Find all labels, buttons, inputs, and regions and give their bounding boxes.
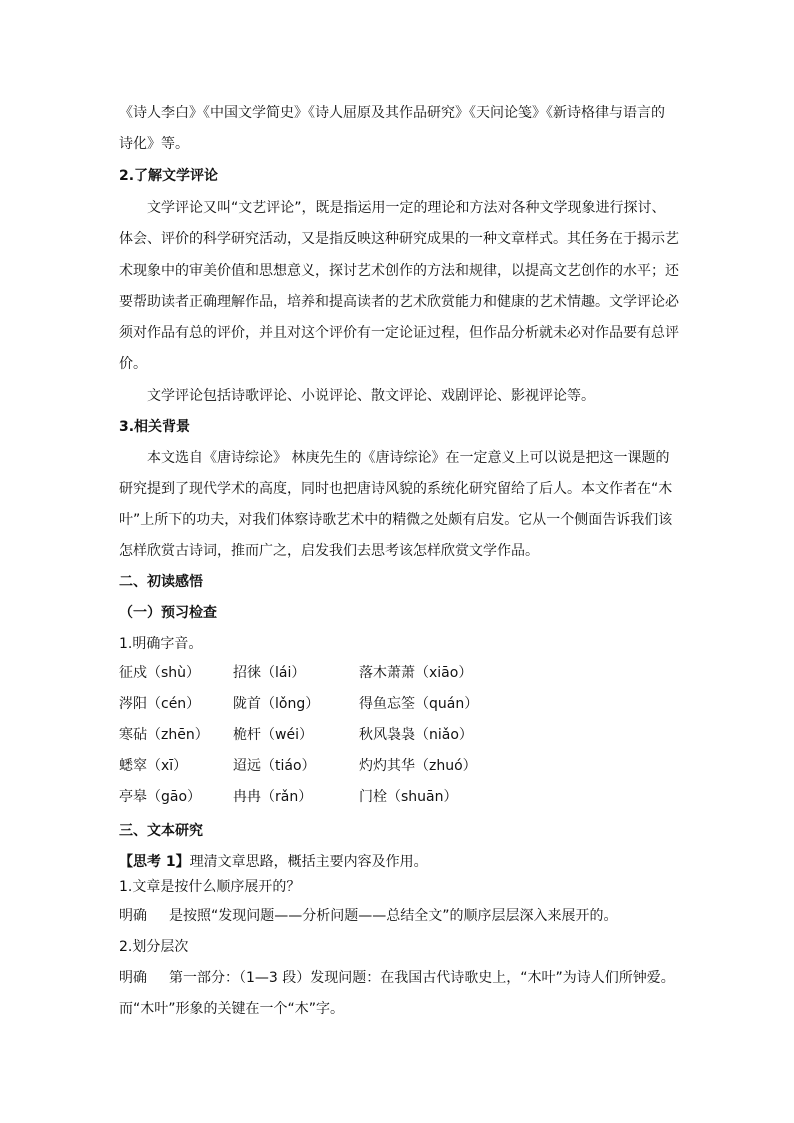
pronunciation-item: 迢远（tiáo） bbox=[233, 758, 316, 774]
pronunciation-row bbox=[119, 725, 539, 756]
part-heading-text-study: 三、文本研究 bbox=[119, 823, 203, 839]
question-2: 2.划分层次 bbox=[119, 939, 189, 955]
answer-text: 是按照“发现问题——分析问题——总结全文”的顺序层层深入来展开的。 bbox=[169, 908, 618, 924]
sub-heading-preview-check: （一）预习检查 bbox=[119, 605, 217, 621]
pronunciation-row bbox=[119, 787, 539, 818]
paragraph-line: 要帮助读者正确理解作品，培养和提高读者的艺术欣赏能力和健康的艺术情趣。文学评论必 bbox=[119, 294, 679, 310]
pronunciation-item: 寒砧（zhēn） bbox=[119, 727, 209, 743]
answer-2 bbox=[119, 968, 675, 988]
think-label: 【思考 1】 bbox=[119, 854, 190, 870]
pronunciation-item: 征戍（shù） bbox=[119, 665, 201, 681]
pronunciation-item: 冉冉（rǎn） bbox=[233, 789, 313, 805]
pronunciation-grid bbox=[119, 663, 539, 818]
pronunciation-row bbox=[119, 756, 539, 787]
answer-1 bbox=[119, 906, 618, 926]
pronunciation-item: 涔阳（cén） bbox=[119, 696, 201, 712]
pronunciation-row bbox=[119, 663, 539, 694]
pronunciation-item: 亭皋（gāo） bbox=[119, 789, 202, 805]
paragraph-line: 本文选自《唐诗综论》 林庚先生的《唐诗综论》在一定意义上可以说是把这一课题的 bbox=[147, 450, 670, 466]
answer-text: 第一部分：（1—3 段）发现问题：在我国古代诗歌史上，“木叶”为诗人们所钟爱。 bbox=[169, 970, 675, 986]
pronunciation-item: 落木萧萧（xiāo） bbox=[359, 665, 473, 681]
answer-2-continued: 而“木叶”形象的关键在一个“木”字。 bbox=[119, 1001, 345, 1017]
answer-label: 明确 bbox=[119, 908, 147, 924]
paragraph-line: 文学评论又叫“文艺评论”，既是指运用一定的理论和方法对各种文学现象进行探讨、 bbox=[147, 200, 666, 216]
paragraph-line: 体会、评价的科学研究活动，又是指反映这种研究成果的一种文章样式。其任务在于揭示艺 bbox=[119, 231, 679, 247]
paragraph-line: 须对作品有总的评价，并且对这个评价有一定论证过程，但作品分析就未必对作品要有总评 bbox=[119, 325, 679, 341]
paragraph-line: 术现象中的审美价值和思想意义，探讨艺术创作的方法和规律，以提高文艺创作的水平；还 bbox=[119, 263, 679, 279]
paragraph-line: 怎样欣赏古诗词，推而广之，启发我们去思考该怎样欣赏文学作品。 bbox=[119, 543, 539, 559]
paragraph-line: 价。 bbox=[119, 356, 147, 372]
pronunciation-item: 得鱼忘筌（quán） bbox=[359, 696, 479, 712]
pronunciation-item: 秋风袅袅（niǎo） bbox=[359, 727, 473, 743]
question-1: 1.文章是按什么顺序展开的？ bbox=[119, 879, 301, 895]
intro-line-2: 诗化》等。 bbox=[119, 136, 189, 152]
pronunciation-item: 蟋窣（xī） bbox=[119, 758, 188, 774]
think-prompt bbox=[119, 852, 428, 872]
pronunciation-item: 灼灼其华（zhuó） bbox=[359, 758, 477, 774]
answer-label: 明确 bbox=[119, 970, 147, 986]
pronunciation-row bbox=[119, 694, 539, 725]
intro-line-1: 《诗人李白》《中国文学简史》《诗人屈原及其作品研究》《天问论笺》《新诗格律与语言的 bbox=[119, 105, 665, 121]
section-heading-background: 3.相关背景 bbox=[119, 419, 191, 435]
paragraph-line: 文学评论包括诗歌评论、小说评论、散文评论、戏剧评论、影视评论等。 bbox=[147, 388, 595, 404]
section-heading-literary-criticism: 2.了解文学评论 bbox=[119, 168, 219, 184]
paragraph-line: 研究提到了现代学术的高度，同时也把唐诗风貌的系统化研究留给了后人。本文作者在“木 bbox=[119, 481, 673, 497]
item-pronunciation: 1.明确字音。 bbox=[119, 636, 203, 652]
think-text: 理清文章思路，概括主要内容及作用。 bbox=[189, 854, 428, 870]
pronunciation-item: 招徕（lái） bbox=[233, 665, 306, 681]
pronunciation-item: 桅杆（wéi） bbox=[233, 727, 313, 743]
pronunciation-item: 门栓（shuān） bbox=[359, 789, 458, 805]
paragraph-line: 叶”上所下的功夫，对我们体察诗歌艺术中的精微之处颇有启发。它从一个侧面告诉我们该 bbox=[119, 512, 673, 528]
part-heading-initial-reading: 二、初读感悟 bbox=[119, 574, 203, 590]
pronunciation-item: 陇首（lǒng） bbox=[233, 696, 320, 712]
